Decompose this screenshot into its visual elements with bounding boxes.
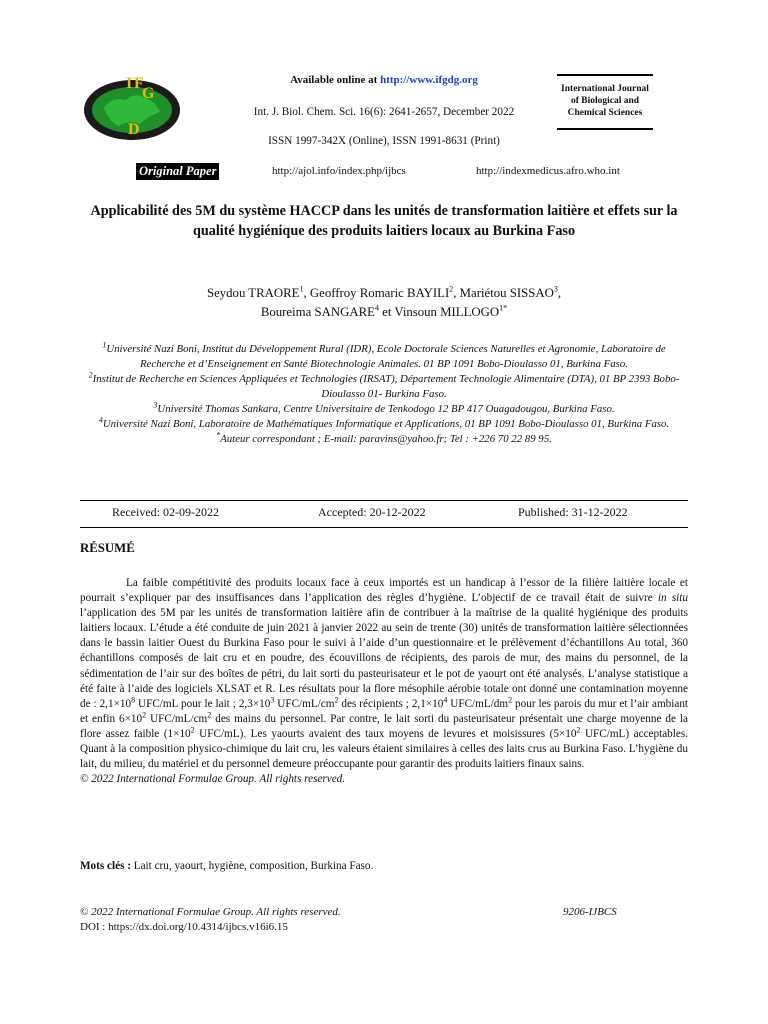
logo-letter: I — [126, 75, 133, 92]
keywords-label: Mots clés : — [80, 860, 131, 872]
author-name: Geoffroy Romaric BAYILI — [309, 286, 450, 300]
footer-article-id: 9206-IJBCS — [563, 906, 617, 918]
author-name: Mariétou SISSAO — [459, 286, 554, 300]
affiliation: $^3$Université Thomas Sankara, Centre Universitaire de Tenkodogo 12 BP 417 Ouagadougou, Burkina Faso. — [153, 400, 615, 415]
affiliation: $^1$Université Nazi Boni, Institut du Développement Rural (IDR), Ecole Doctorale Sciences Naturelles et Agronomie, Laboratoire de Recherche et d’Enseignement en Santé Biotechnologie Animales. 01 BP 1091 Bobo-Dioulasso 01, Burkina Faso. — [102, 340, 666, 370]
divider — [80, 500, 688, 501]
received-date: Received: 02-09-2022 — [112, 505, 219, 519]
logo-letter: G — [142, 85, 155, 102]
accepted-date: Accepted: 20-12-2022 — [318, 505, 426, 519]
affiliation: $^4$Université Nazi Boni, Laboratoire de Mathématiques Informatique et Applications, 01 BP 1091 Bobo-Dioulasso 01, Burkina Faso. — [98, 415, 670, 430]
affiliation: *Auteur correspondant ; E-mail: paravins@yahoo.fr; Tel : +226 70 22 89 95. — [216, 430, 552, 445]
abstract-body: La faible compétitivité des produits locaux face à ceux importés est un handicap à l’essor de la filière laitière locale et pourrait s’expliquer par des insuffisances dans l’application des règles d’hygiène. L’objectif de ce travail était de suivre in situ l’application des 5M par les unités de transformation laitière afin de contribuer à la maîtrise de la qualité hygiénique des produits laitiers locaux. L’étude a été conduite de juin 2021 à janvier 2022 au sein de trente (30) unités de transformation laitière sélectionnées dans le bassin laitier Ouest du Burkina Faso pour le suivi à l’aide d’un questionnaire et le prélèvement d’échantillons Au total, 360 échantillons composés de lait cru et en poudre, des écouvillons de récipients, des parois de mur, des mains du personnel, de la sédimentation de l’air sur des boîtes de pétri, du lait sorti du pasteurisateur et le pot de yaourt ont été analysés. L’analyse statistique a été faite à l’aide des logiciels XLSAT et R. Les résultats pour la flore mésophile aérobie totale ont donné une contamination moyenne de : $2,1\times 10^8$ UFC/mL pour le lait ; $2,3\times 10^3$ UFC/$mL/cm^2$ des récipients ; $2,1\times 10^4$ UFC/$mL/dm^2$ pour les parois du mur et l’air ambiant et enfin $6\times 10^2$ UFC/$mL/cm^2$ des mains du personnel. Par contre, le lait sorti du pasteurisateur présentait une charge moyenne de la flore assez faible ($1\times 10^2$ UFC/mL). Les yaourts avaient des taux moyens de levures et moisissures ($5\times 10^2$ UFC/mL) acceptables. Quant à la composition physico-chimique du lait cru, les valeurs étaient similaires à celles des laits crus au Burkina Faso. L’hygiène du lait, du milieu, du matériel et du personnel demeure préoccupante pour garantir des produits laitiers finaux sains. — [80, 577, 689, 771]
footer-doi[interactable]: DOI : https://dx.doi.org/10.4314/ijbcs.v16i6.15 — [80, 921, 288, 933]
affiliation: $^2$Institut de Recherche en Sciences Appliquées et Technologies (IRSAT), Département Technologie Alimentaire (DTA), 01 BP 2393 Bobo-Dioulasso 01- Burkina Faso. — [88, 370, 680, 400]
author-name: Boureima SANGARE — [260, 305, 375, 319]
article-title: Applicabilité des 5M du système HACCP dans les unités de transformation laitière et effets sur la qualité hygiénique des produits laitiers locaux au Burkina Faso — [90, 203, 678, 239]
affiliations — [80, 342, 688, 447]
footer-copyright: © 2022 International Formulae Group. All rights reserved. — [80, 906, 341, 918]
author-affiliation-mark: 4 — [374, 303, 379, 313]
logo-letter: F — [134, 75, 144, 92]
author-affiliation-mark: 2 — [449, 284, 454, 294]
author-name: Vinsoun MILLOGO — [394, 305, 500, 319]
ajol-link[interactable]: http://ajol.info/index.php/ijbcs — [272, 165, 406, 177]
available-prefix: Available online at — [290, 74, 381, 86]
journal-website-link[interactable]: http://www.ifgdg.org — [380, 74, 478, 86]
logo-letter: D — [128, 121, 140, 138]
abstract — [80, 576, 688, 787]
author-list: Seydou TRAORE$^1$, Geoffroy Romaric BAYILI$^2$, Mariétou SISSAO$^3$, Boureima SANGARE$^4$ et Vinsoun $MILLOGO^{1*}$ — [206, 284, 562, 319]
citation-line: Int. J. Biol. Chem. Sci. 16(6): 2641-2657, December 2022 — [253, 106, 515, 118]
journal-name-box — [557, 74, 653, 130]
author-affiliation-mark: 1 — [299, 284, 304, 294]
abstract-heading: RÉSUMÉ — [80, 541, 135, 555]
divider — [80, 527, 688, 528]
published-date: Published: 31-12-2022 — [518, 505, 628, 519]
issn-line: ISSN 1997-342X (Online), ISSN 1991-8631 (Print) — [268, 135, 500, 147]
author-affiliation-mark: 1* — [499, 303, 508, 313]
keywords-text: Lait cru, yaourt, hygiène, composition, Burkina Faso. — [130, 860, 374, 872]
journal-name: International Journal of Biological and Chemical Sciences — [561, 84, 649, 118]
author-name: Seydou TRAORE — [206, 286, 300, 300]
article-type-badge: Original Paper — [136, 163, 219, 180]
author-affiliation-mark: 3 — [553, 284, 558, 294]
indexmedicus-link[interactable]: http://indexmedicus.afro.who.int — [476, 165, 620, 177]
keywords-line — [80, 860, 373, 872]
abstract-copyright: © 2022 International Formulae Group. All rights reserved. — [80, 773, 346, 786]
